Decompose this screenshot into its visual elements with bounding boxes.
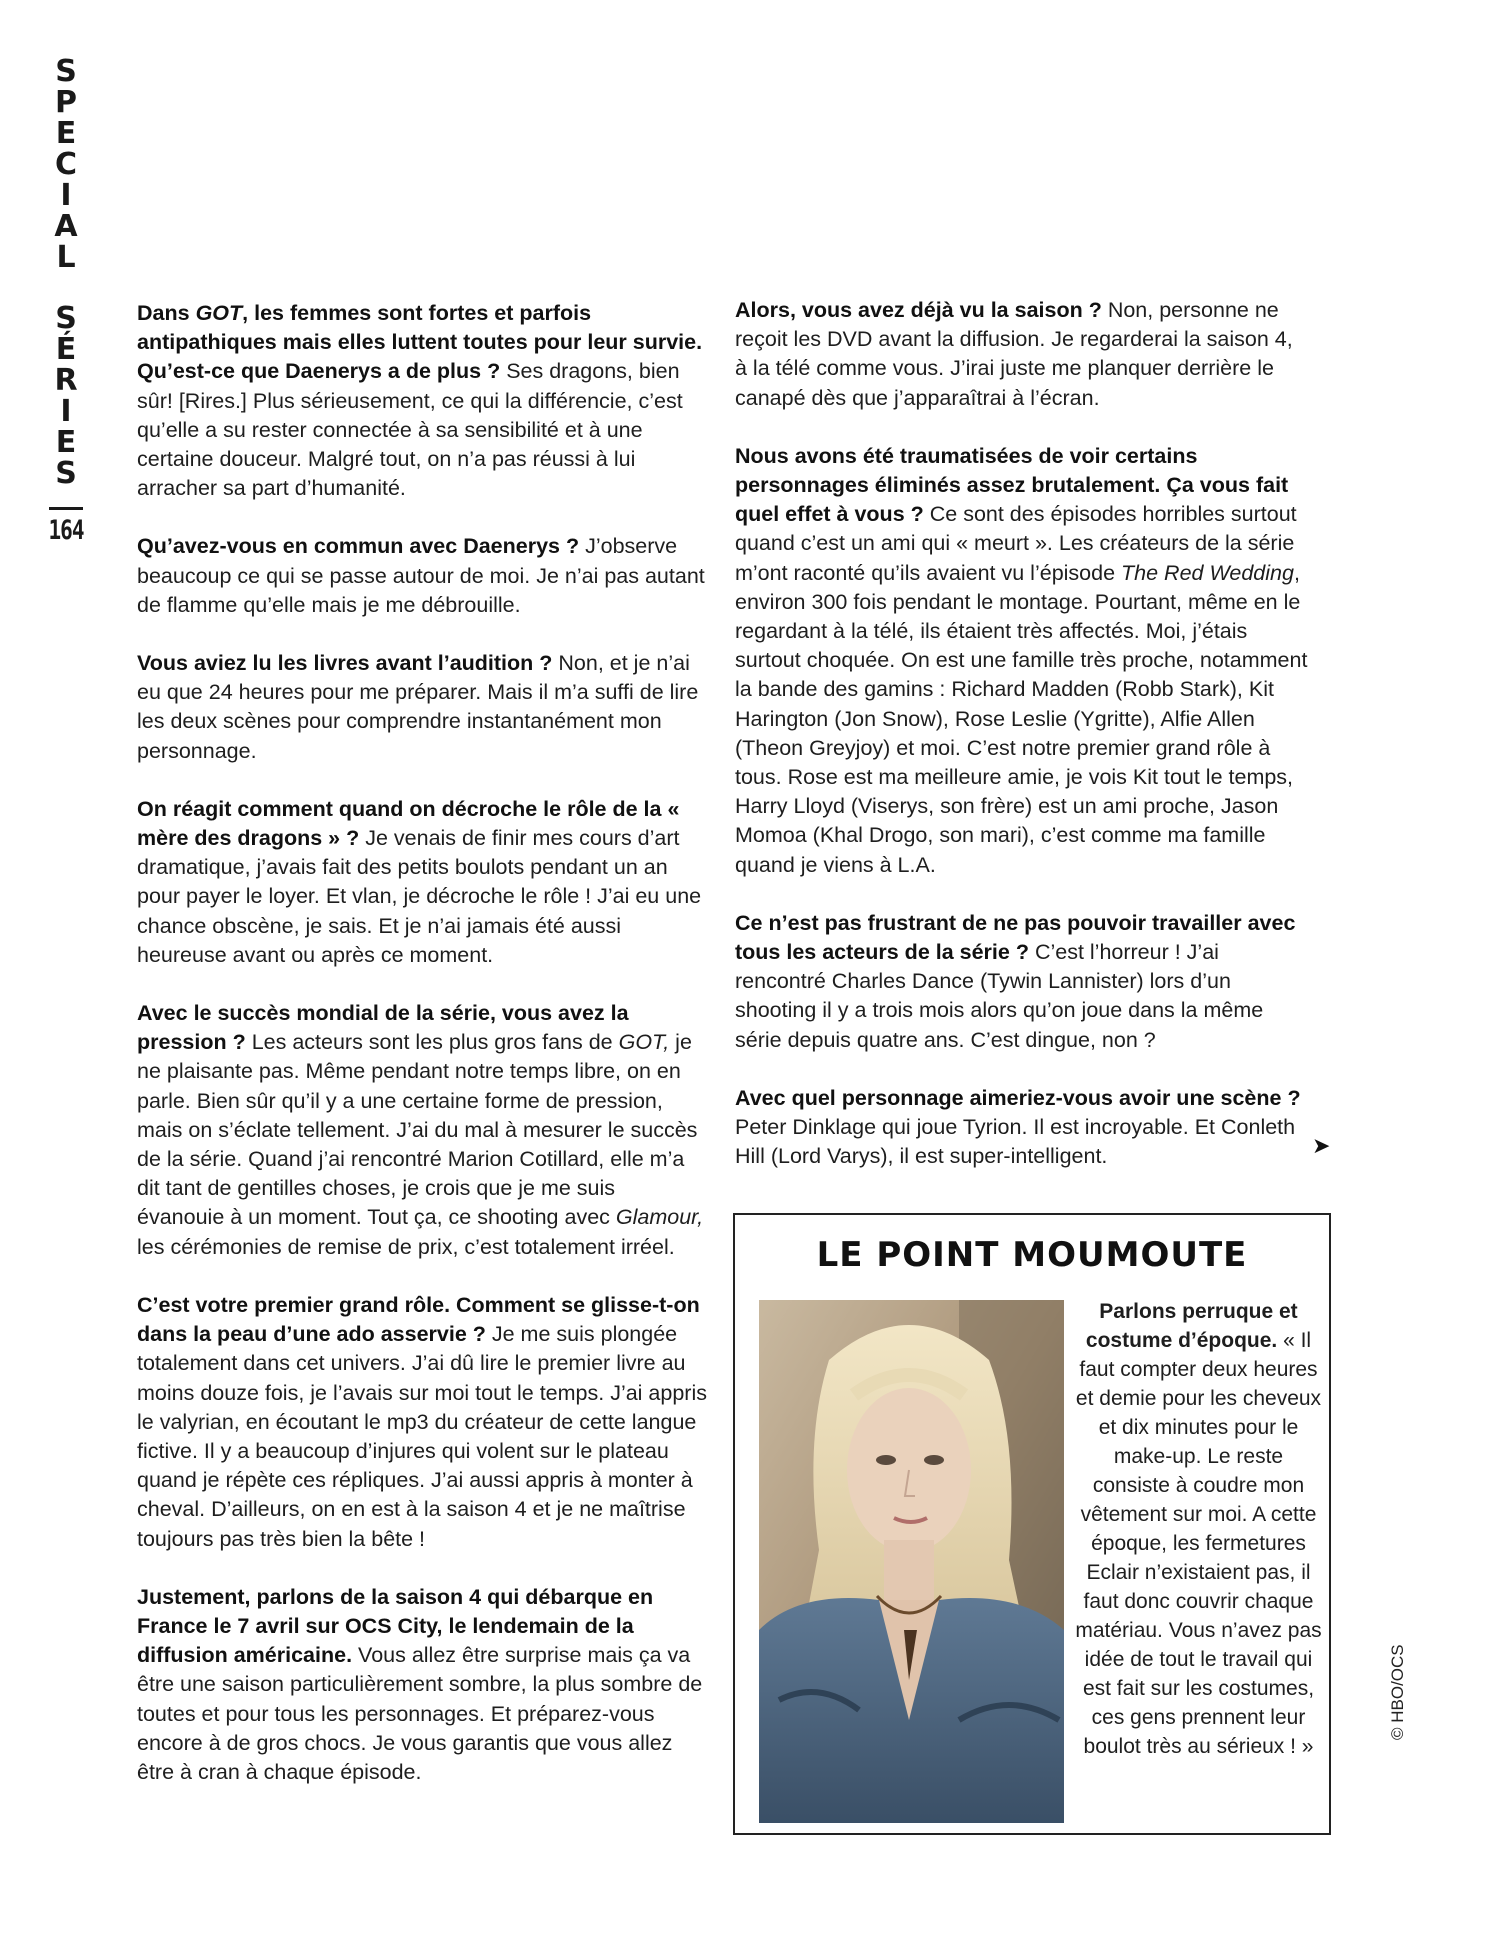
sidebar-letter: S (55, 54, 77, 89)
sidebar-letter: L (56, 240, 76, 275)
photo-credit: © HBO/OCS (1388, 1644, 1407, 1740)
portrait-photo (759, 1300, 1064, 1823)
qa-paragraph (137, 1583, 707, 1787)
qa-paragraph (137, 299, 707, 503)
answer: Ses dragons, bien sûr! [Rires.] Plus sérieusement, ce qui la différencie, c’est qu’elle a su rester connectée à sa sensibilité et à une certaine douceur. Malgré tout, on n’a pas réussi à lui arracher sa part d’humanité. (137, 359, 683, 501)
sidebar-box (733, 1213, 1331, 1835)
answer: Peter Dinklage qui joue Tyrion. Il est incroyable. Et Conleth Hill (Lord Varys), il est super-intelligent. (735, 1115, 1296, 1169)
sidebar-letter: S (55, 301, 77, 336)
qa-paragraph (137, 795, 707, 970)
answer: Les acteurs sont les plus gros fans de GOT, je ne plaisante pas. Même pendant notre temps libre, on en parle. Bien sûr qu’il y a une certaine forme de pression, mais on s’éclate tellement. J’ai du mal à mesurer le succès de la série. Quand j’ai rencontré Marion Cotillard, elle m’a dit tant de gentilles choses, je crois que je me suis évanouie à un moment. Tout ça, ce shooting avec Glamour, les cérémonies de remise de prix, c’est totalement irréel. (137, 1030, 704, 1259)
sidebar-letter: É (55, 332, 77, 367)
sidebar-letter: C (54, 147, 78, 182)
article-column-1 (137, 299, 707, 1816)
continue-arrow-icon: ➤ (1312, 1133, 1331, 1158)
answer: Ce sont des épisodes horribles surtout quand c’est un ami qui « meurt ». Les créateurs de la série m’ont raconté qu’ils avaient vu l’épisode The Red Wedding, environ 300 fois pendant le montage. Pourtant, même en le regardant à la télé, ils étaient très affectés. Moi, j’étais surtout choquée. On est une famille très proche, notamment la bande des gamins : Richard Madden (Robb Stark), Kit Harington (Jon Snow), Rose Leslie (Ygritte), Alfie Allen (Theon Greyjoy) et moi. C’est notre premier grand rôle à tous. Rose est ma meilleure amie, je vois Kit tout le temps, Harry Lloyd (Viserys, son frère) est un ami proche, Jason Momoa (Khal Drogo, son mari), c’est comme ma famille quand je viens à L.A. (735, 502, 1308, 877)
article-column-2 (735, 296, 1310, 1200)
sidebar-rule (49, 507, 83, 510)
answer: J’observe beaucoup ce qui se passe autour de moi. Je n’ai pas autant de flamme qu’elle mais je me débrouille. (137, 534, 705, 617)
answer: Non, personne ne reçoit les DVD avant la diffusion. Je regarderai la saison 4, à la télé comme vous. J’irai juste me planquer derrière le canapé dès que j’apparaîtrai à l’écran. (735, 298, 1293, 410)
page-number: 164 (48, 515, 84, 545)
sidebar-letter: S (55, 456, 77, 491)
question: Nous avons été traumatisées de voir certains personnages éliminés assez brutalement. Ça vous fait quel effet à vous ? (735, 443, 1289, 527)
sidebar-letter: E (55, 425, 77, 460)
sidebar-letter: I (60, 178, 72, 213)
qa-paragraph (137, 1291, 707, 1554)
question: Avec le succès mondial de la série, vous avez la pression ? (137, 1001, 629, 1055)
qa-paragraph (137, 649, 707, 766)
question: Qu’avez-vous en commun avec Daenerys ? (137, 534, 580, 559)
box-body: « Il faut compter deux heures et demie pour les cheveux et dix minutes pour le make-up. Le reste consiste à coudre mon vêtement sur moi. A cette époque, les fermetures Eclair n’existaient pas, il faut donc couvrir chaque matériau. Vous n’avez pas idée de tout le travail qui est fait sur les costumes, ces gens prennent leur boulot très au sérieux ! » (1075, 1329, 1322, 1758)
question: Justement, parlons de la saison 4 qui débarque en France le 7 avril sur OCS City, le lendemain de la diffusion américaine. (137, 1584, 654, 1668)
answer: Vous allez être surprise mais ça va être une saison particulièrement sombre, la plus sombre de toutes et pour tous les personnages. Et préparez-vous encore à de gros chocs. Je vous garantis que vous allez être à cran à chaque épisode. (137, 1643, 703, 1784)
sidebar-letter: E (55, 116, 77, 151)
box-title: LE POINT MOUMOUTE (816, 1235, 1248, 1275)
question: Vous aviez lu les livres avant l’audition ? (137, 651, 553, 676)
sidebar-letter: R (54, 363, 78, 398)
qa-paragraph (735, 296, 1310, 413)
sidebar-letter: P (55, 85, 77, 120)
qa-paragraph (735, 909, 1310, 1055)
answer: Non, et je n’ai eu que 24 heures pour me préparer. Mais il m’a suffi de lire les deux scènes pour comprendre instantanément mon personnage. (137, 651, 699, 763)
sidebar-letter: I (60, 394, 72, 429)
answer: C’est l’horreur ! J’ai rencontré Charles Dance (Tywin Lannister) lors d’un shooting il y a trois mois alors qu’on joue dans la même série depuis quatre ans. C’est dingue, non ? (735, 940, 1264, 1052)
question: Alors, vous avez déjà vu la saison ? (735, 298, 1102, 322)
question: C’est votre premier grand rôle. Comment se glisse-t-on dans la peau d’une ado asservie ? (137, 1292, 700, 1347)
qa-paragraph (735, 1084, 1310, 1172)
question: On réagit comment quand on décroche le rôle de la « mère des dragons » ? (137, 796, 680, 851)
qa-paragraph (735, 442, 1310, 880)
box-text (1075, 1297, 1322, 1761)
question: Dans GOT, les femmes sont fortes et parfois antipathiques mais elles luttent toutes pour leur survie. Qu’est-ce que Daenerys a de plus ? (137, 301, 703, 384)
qa-paragraph (137, 532, 707, 620)
answer: Je me suis plongée totalement dans cet univers. J’ai dû lire le premier livre au moins douze fois, je l’avais sur moi tout le temps. J’ai appris le valyrian, en écoutant le mp3 du créateur de cette langue fictive. Il y a beaucoup d’injures qui volent sur le plateau quand je répète ces répliques. J’ai aussi appris à monter à cheval. D’ailleurs, on en est à la saison 4 et je ne maîtrise toujours pas très bien la bête ! (137, 1322, 707, 1551)
box-lead: Parlons perruque et costume d’époque. (1085, 1300, 1298, 1352)
sidebar-letter: A (54, 209, 78, 244)
question: Avec quel personnage aimeriez-vous avoir une scène ? (735, 1085, 1301, 1110)
question: Ce n’est pas frustrant de ne pas pouvoir travailler avec tous les acteurs de la série ? (735, 910, 1296, 965)
qa-paragraph (137, 999, 707, 1262)
answer: Je venais de finir mes cours d’art dramatique, j’avais fait des petits boulots pendant un an pour payer le loyer. Et vlan, je décroche le rôle ! J’ai eu une chance obscène, je sais. Et je n’ai jamais été aussi heureuse avant ou après ce moment. (137, 826, 702, 967)
section-sidebar (44, 54, 88, 545)
